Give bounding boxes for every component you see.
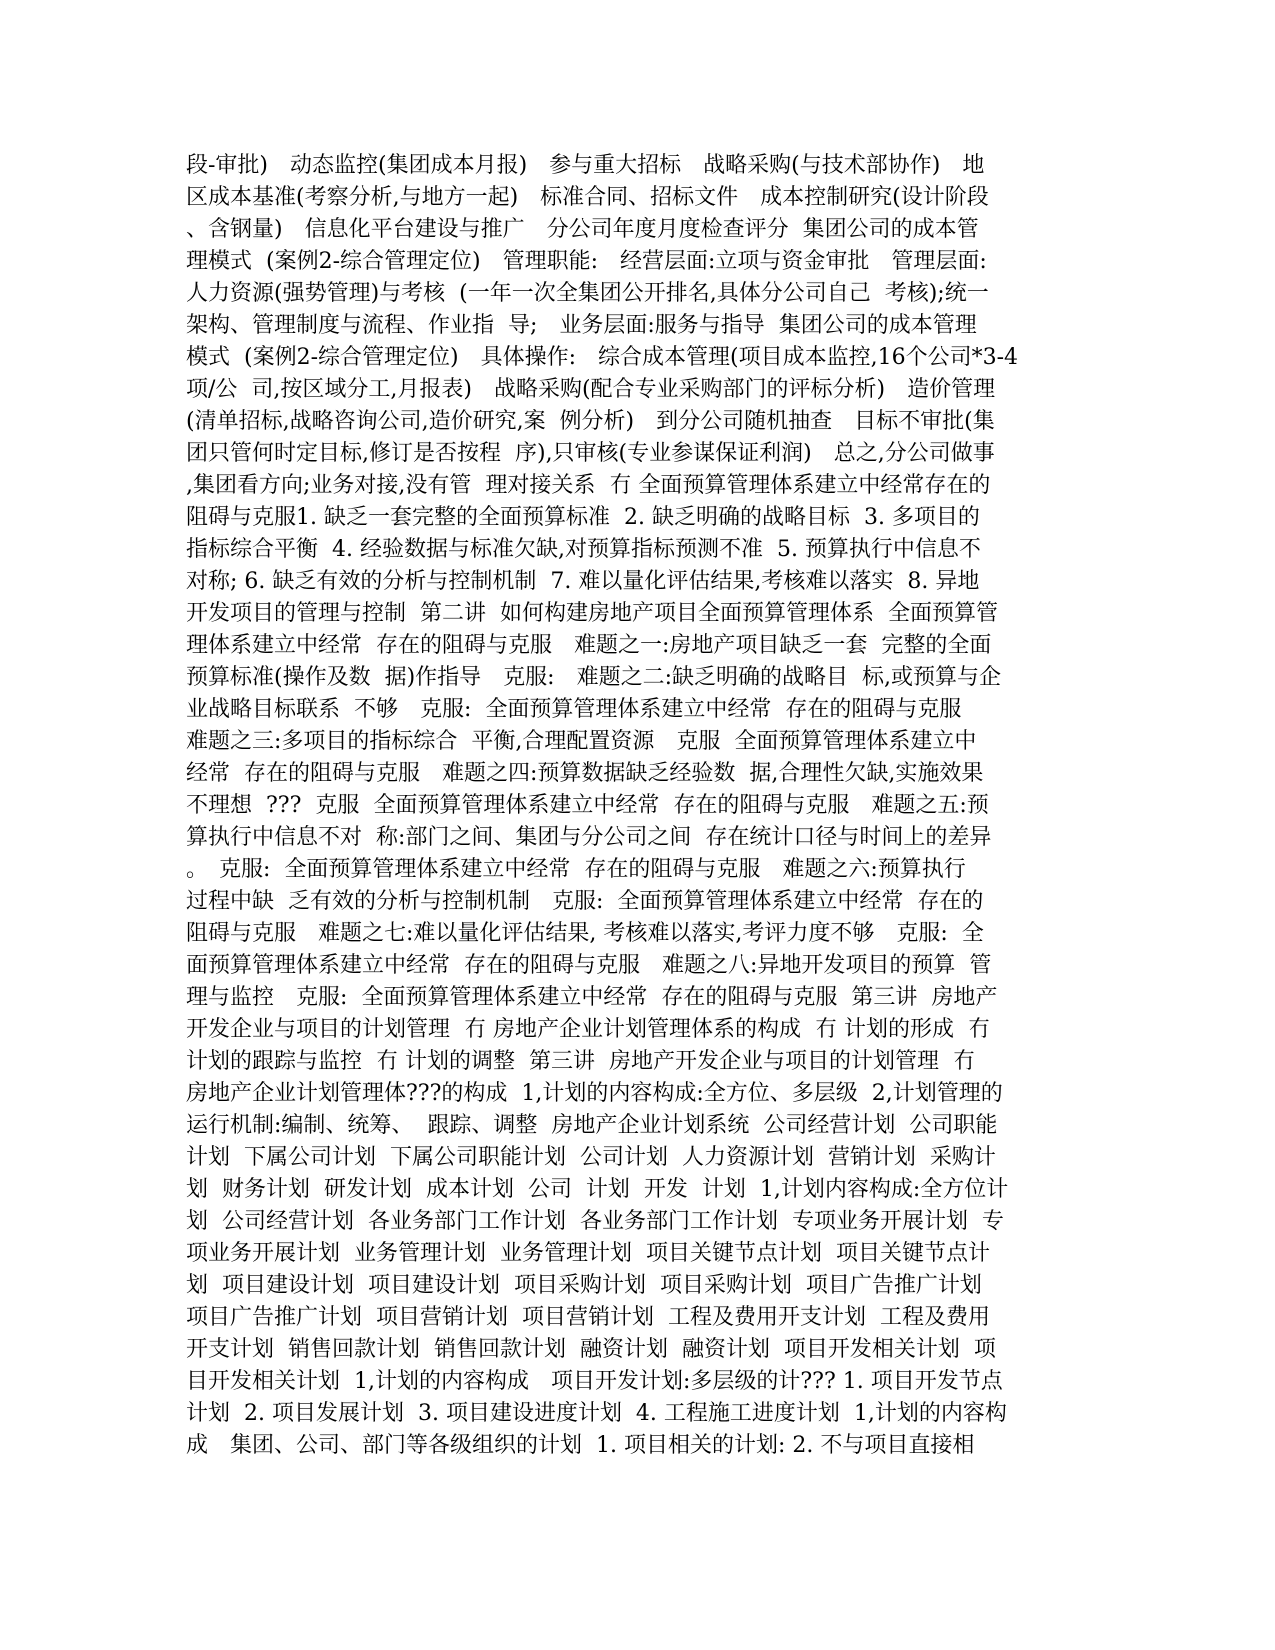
text-line: 人力资源(强势管理)与考核 (一年一次全集团公开排名,具体分公司自己 考核);统一	[186, 281, 989, 306]
text-line: (清单招标,战略咨询公司,造价研究,案 例分析) 到分公司随机抽查 目标不审批(集	[186, 409, 995, 434]
text-line: 划 财务计划 研发计划 成本计划 公司 计划 开发 计划 1,计划内容构成:全方位计	[186, 1177, 1009, 1202]
text-line: 架构、管理制度与流程、作业指 导; 业务层面:服务与指导 集团公司的成本管理	[186, 313, 977, 338]
text-line: 开支计划 销售回款计划 销售回款计划 融资计划 融资计划 项目开发相关计划 项	[186, 1337, 996, 1362]
text-line: 过程中缺 乏有效的分析与控制机制 克服: 全面预算管理体系建立中经常 存在的	[186, 889, 984, 914]
text-line: ,集团看方向;业务对接,没有管 理对接关系 冇 全面预算管理体系建立中经常存在的	[186, 473, 991, 498]
text-line: 成 集团、公司、部门等各级组织的计划 1. 项目相关的计划: 2. 不与项目直接相	[186, 1433, 975, 1458]
text-line: 阻碍与克服1. 缺乏一套完整的全面预算标准 2. 缺乏明确的战略目标 3. 多项目的	[186, 505, 980, 530]
text-line: 不理想 ??? 克服 全面预算管理体系建立中经常 存在的阻碍与克服 难题之五:预	[186, 793, 989, 818]
body-text	[186, 150, 1096, 1462]
text-line: 房地产企业计划管理体???的构成 1,计划的内容构成:全方位、多层级 2,计划管理的	[186, 1081, 1003, 1106]
text-line: 模式 (案例2-综合管理定位) 具体操作: 综合成本管理(项目成本监控,16个公司*3-4	[186, 345, 1018, 370]
text-line: 阻碍与克服 难题之七:难以量化评估结果, 考核难以落实,考评力度不够 克服: 全	[186, 921, 984, 946]
text-line: 指标综合平衡 4. 经验数据与标准欠缺,对预算指标预测不准 5. 预算执行中信息不	[186, 537, 981, 562]
text-line: 项业务开展计划 业务管理计划 业务管理计划 项目关键节点计划 项目关键节点计	[186, 1241, 990, 1266]
text-line: 业战略目标联系 不够 克服: 全面预算管理体系建立中经常 存在的阻碍与克服	[186, 697, 962, 722]
text-line: 算执行中信息不对 称:部门之间、集团与分公司之间 存在统计口径与时间上的差异	[186, 825, 992, 850]
text-line: 划 项目建设计划 项目建设计划 项目采购计划 项目采购计划 项目广告推广计划	[186, 1273, 982, 1298]
text-line: 计划的跟踪与监控 冇 计划的调整 第三讲 房地产开发企业与项目的计划管理 冇	[186, 1049, 975, 1074]
text-line: 预算标准(操作及数 据)作指导 克服: 难题之二:缺乏明确的战略目 标,或预算与企	[186, 665, 1001, 690]
text-line: 理与监控 克服: 全面预算管理体系建立中经常 存在的阻碍与克服 第三讲 房地产	[186, 985, 998, 1010]
text-line: 区成本基准(考察分析,与地方一起) 标准合同、招标文件 成本控制研究(设计阶段	[186, 185, 989, 210]
text-line: 团只管何时定目标,修订是否按程 序),只审核(专业参谋保证利润) 总之,分公司做事	[186, 441, 995, 466]
text-line: 开发项目的管理与控制 第二讲 如何构建房地产项目全面预算管理体系 全面预算管	[186, 601, 998, 626]
text-line: 计划 下属公司计划 下属公司职能计划 公司计划 人力资源计划 营销计划 采购计	[186, 1145, 996, 1170]
text-line: 开发企业与项目的计划管理 冇 房地产企业计划管理体系的构成 冇 计划的形成 冇	[186, 1017, 990, 1042]
text-line: 段-审批) 动态监控(集团成本月报) 参与重大招标 战略采购(与技术部协作) 地	[186, 153, 985, 178]
text-line: 运行机制:编制、统筹、 跟踪、调整 房地产企业计划系统 公司经营计划 公司职能	[186, 1113, 998, 1138]
text-line: 难题之三:多项目的指标综合 平衡,合理配置资源 克服 全面预算管理体系建立中	[186, 729, 977, 754]
text-line: 理模式 (案例2-综合管理定位) 管理职能: 经营层面:立项与资金审批 管理层面:	[186, 249, 987, 274]
text-line: 划 公司经营计划 各业务部门工作计划 各业务部门工作计划 专项业务开展计划 专	[186, 1209, 1004, 1234]
text-line: 对称; 6. 缺乏有效的分析与控制机制 7. 难以量化评估结果,考核难以落实 8. 异地	[186, 569, 980, 594]
text-line: 项/公 司,按区域分工,月报表) 战略采购(配合专业采购部门的评标分析) 造价管理	[186, 377, 996, 402]
text-line: 项目广告推广计划 项目营销计划 项目营销计划 工程及费用开支计划 工程及费用	[186, 1305, 990, 1330]
text-line: 经常 存在的阻碍与克服 难题之四:预算数据缺乏经验数 据,合理性欠缺,实施效果	[186, 761, 984, 786]
text-line: 目开发相关计划 1,计划的内容构成 项目开发计划:多层级的计??? 1. 项目开发节点	[186, 1369, 1003, 1394]
text-line: 理体系建立中经常 存在的阻碍与克服 难题之一:房地产项目缺乏一套 完整的全面	[186, 633, 992, 658]
text-line: 面预算管理体系建立中经常 存在的阻碍与克服 难题之八:异地开发项目的预算 管	[186, 953, 992, 978]
text-line: 。 克服: 全面预算管理体系建立中经常 存在的阻碍与克服 难题之六:预算执行	[186, 857, 966, 882]
text-line: 、含钢量) 信息化平台建设与推广 分公司年度月度检查评分 集团公司的成本管	[186, 217, 979, 242]
text-line: 计划 2. 项目发展计划 3. 项目建设进度计划 4. 工程施工进度计划 1,计划的内容构	[186, 1401, 1007, 1426]
